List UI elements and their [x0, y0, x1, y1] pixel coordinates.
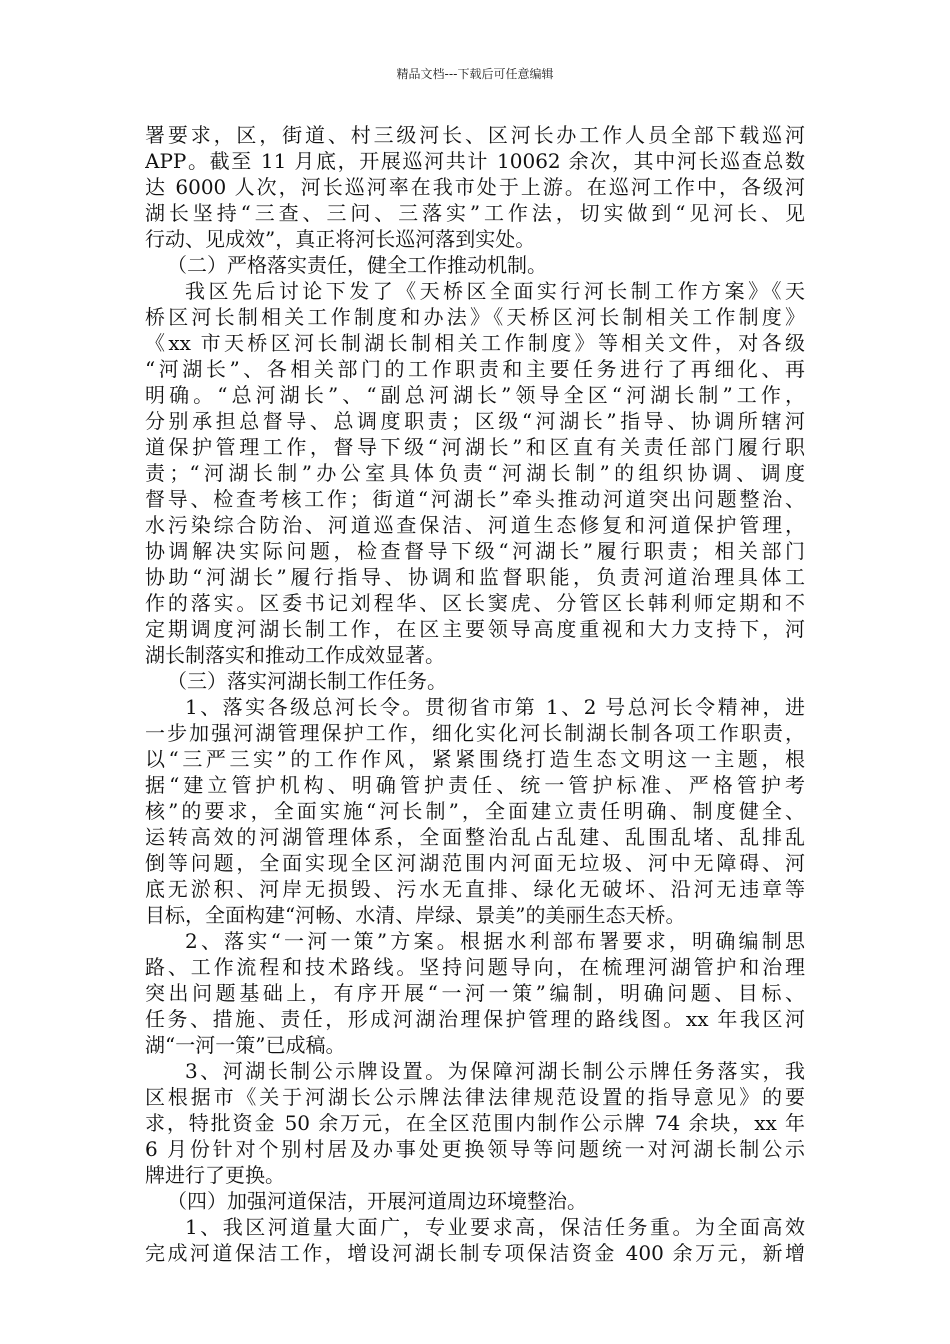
text-line: 底无淤积、河岸无损毁、污水无直排、绿化无破坏、沿河无违章等 — [145, 877, 805, 901]
text-line: 核”的要求，全面实施“河长制”，全面建立责任明确、制度健全、 — [145, 799, 805, 823]
text-line: 区根据市《关于河湖长公示牌法律法律规范设置的指导意见》的要 — [145, 1085, 805, 1109]
page-header: 精品文档---下载后可任意编辑 — [396, 67, 554, 81]
text-line: 协助“河湖长”履行指导、协调和监督职能，负责河道治理具体工 — [145, 565, 805, 589]
text-line: 求，特批资金 50 余万元，在全区范围内制作公示牌 74 余块，xx 年 — [145, 1111, 805, 1135]
text-line: 倒等问题，全面实现全区河湖范围内河面无垃圾、河中无障碍、河 — [145, 851, 805, 875]
section-heading: （四）加强河道保洁，开展河道周边环境整治。 — [167, 1189, 587, 1213]
text-line: 分别承担总督导、总调度职责；区级“河湖长”指导、协调所辖河 — [145, 409, 805, 433]
text-line: 《xx 市天桥区河长制湖长制相关工作制度》等相关文件，对各级 — [145, 331, 805, 355]
text-line: 1、我区河道量大面广，专业要求高，保洁任务重。为全面高效 — [185, 1215, 805, 1239]
text-line: 道保护管理工作，督导下级“河湖长”和区直有关责任部门履行职 — [145, 435, 805, 459]
section-heading: （三）落实河湖长制工作任务。 — [167, 669, 447, 693]
text-line: 明确。“总河湖长”、“副总河湖长”领导全区“河湖长制”工作， — [145, 383, 805, 407]
text-line: 水污染综合防治、河道巡查保洁、河道生态修复和河道保护管理， — [145, 513, 805, 537]
text-line: 1、落实各级总河长令。贯彻省市第 1、2 号总河长令精神，进 — [185, 695, 805, 719]
text-line: 作的落实。区委书记刘程华、区长窦虎、分管区长韩利师定期和不 — [145, 591, 805, 615]
text-line: 督导、检查考核工作；街道“河湖长”牵头推动河道突出问题整治、 — [145, 487, 805, 511]
text-line: 桥区河长制相关工作制度和办法》《天桥区河长制相关工作制度》 — [145, 305, 805, 329]
text-line: 2、落实“一河一策”方案。根据水利部布署要求，明确编制思 — [185, 929, 805, 953]
text-line: 达 6000 人次，河长巡河率在我市处于上游。在巡河工作中，各级河 — [145, 175, 805, 199]
text-line: 任务、措施、责任，形成河湖治理保护管理的路线图。xx 年我区河 — [145, 1007, 805, 1031]
text-line: 牌进行了更换。 — [145, 1163, 285, 1187]
text-line: 运转高效的河湖管理体系，全面整治乱占乱建、乱围乱堵、乱排乱 — [145, 825, 805, 849]
text-line: 据“建立管护机构、明确管护责任、统一管护标准、严格管护考 — [145, 773, 805, 797]
text-line: 3、河湖长制公示牌设置。为保障河湖长制公示牌任务落实，我 — [185, 1059, 805, 1083]
text-line: APP。截至 11 月底，开展巡河共计 10062 余次，其中河长巡查总数 — [145, 149, 805, 173]
text-line: 完成河道保洁工作，增设河湖长制专项保洁资金 400 余万元，新增 — [145, 1241, 805, 1265]
text-line: 路、工作流程和技术路线。坚持问题导向，在梳理河湖管护和治理 — [145, 955, 805, 979]
text-line: 以“三严三实”的工作作风，紧紧围绕打造生态文明这一主题，根 — [145, 747, 805, 771]
text-line: 突出问题基础上，有序开展“一河一策”编制，明确问题、目标、 — [145, 981, 805, 1005]
text-line: 协调解决实际问题，检查督导下级“河湖长”履行职责；相关部门 — [145, 539, 805, 563]
text-line: 湖长坚持“三查、三问、三落实”工作法，切实做到“见河长、见 — [145, 201, 805, 225]
text-line: 行动、见成效”，真正将河长巡河落到实处。 — [145, 227, 536, 251]
text-line: “河湖长”、各相关部门的工作职责和主要任务进行了再细化、再 — [145, 357, 805, 381]
text-line: 我区先后讨论下发了《天桥区全面实行河长制工作方案》《天 — [185, 279, 805, 303]
text-line: 湖“一河一策”已成稿。 — [145, 1033, 346, 1057]
text-line: 定期调度河湖长制工作，在区主要领导高度重视和大力支持下，河 — [145, 617, 805, 641]
document-body — [145, 122, 805, 1266]
text-line: 6 月份针对个别村居及办事处更换领导等问题统一对河湖长制公示 — [145, 1137, 805, 1161]
text-line: 一步加强河湖管理保护工作，细化实化河长制湖长制各项工作职责， — [145, 721, 805, 745]
text-line: 责；“河湖长制”办公室具体负责“河湖长制”的组织协调、调度 — [145, 461, 805, 485]
text-line: 湖长制落实和推动工作成效显著。 — [145, 643, 445, 667]
text-line: 目标，全面构建“河畅、水清、岸绿、景美”的美丽生态天桥。 — [145, 903, 686, 927]
text-line: 署要求，区，街道、村三级河长、区河长办工作人员全部下载巡河 — [145, 123, 805, 147]
section-heading: （二）严格落实责任，健全工作推动机制。 — [167, 253, 547, 277]
